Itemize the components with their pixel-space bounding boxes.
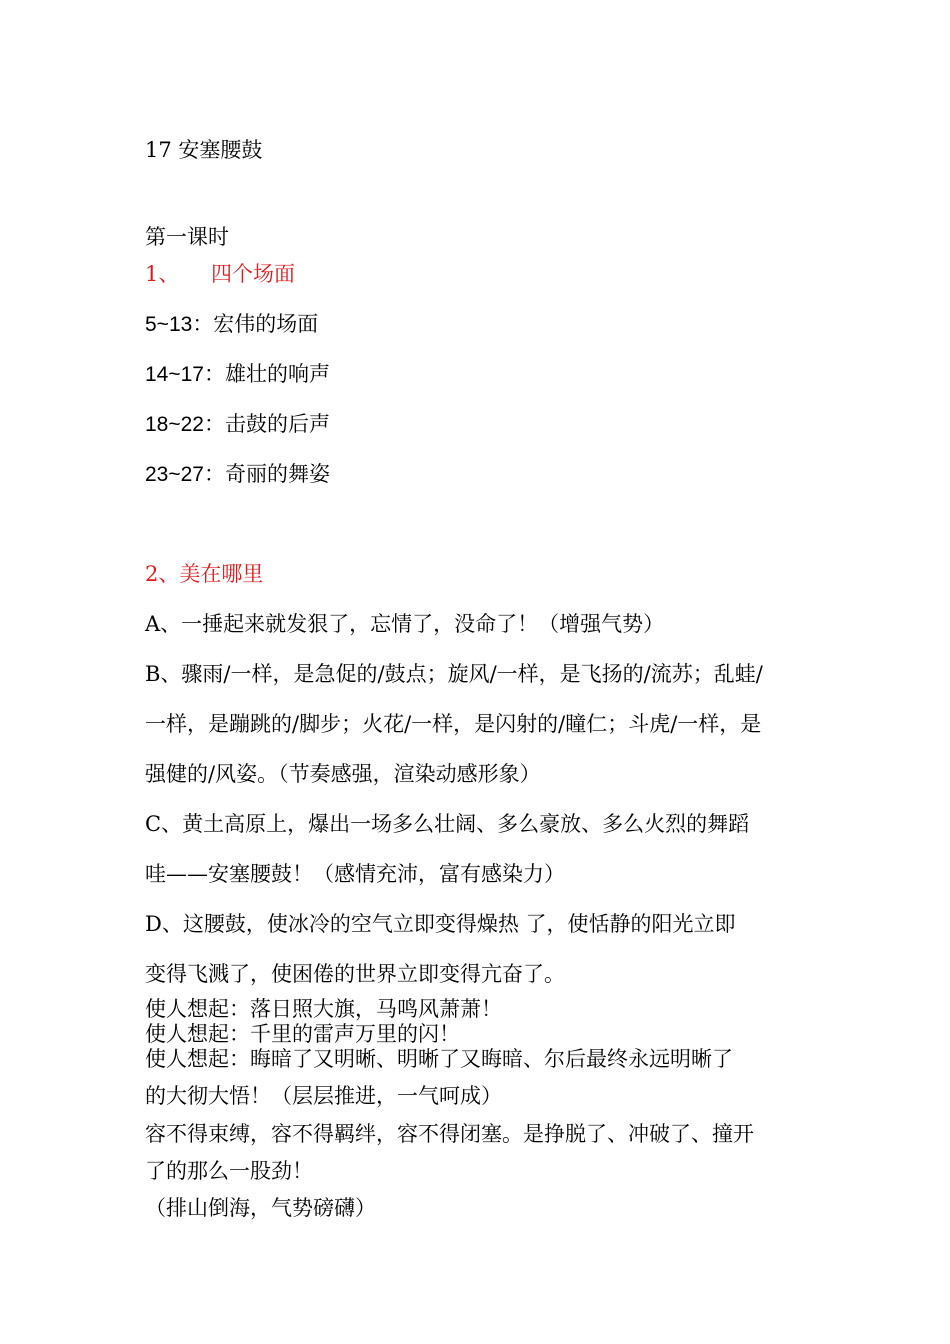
- document-title: 17 安塞腰鼓: [145, 138, 263, 162]
- text-line: 使人想起：晦暗了又明晰、明晰了又晦暗、尔后最终永远明晰了: [145, 1047, 733, 1071]
- section1-number: 1、: [145, 262, 180, 286]
- scene-item: [145, 311, 318, 338]
- text-line: D、这腰鼓，使冰冷的空气立即变得燥热 了，使恬静的阳光立即: [145, 912, 736, 936]
- section1-heading: [145, 261, 295, 287]
- text-line: 变得飞溅了，使困倦的世界立即变得亢奋了。: [145, 962, 565, 986]
- text-line: 的大彻大悟！（层层推进，一气呵成）: [145, 1084, 502, 1108]
- scene-range: 23~27: [145, 463, 204, 486]
- scene-range: 18~22: [145, 413, 204, 436]
- scene-item: [145, 461, 330, 488]
- section1-title: 四个场面: [211, 262, 295, 286]
- lesson-label: 第一课时: [145, 225, 229, 249]
- text-line: 使人想起：千里的雷声万里的闪！: [145, 1022, 460, 1046]
- scene-text: ：雄壮的响声: [203, 362, 330, 386]
- text-line: 强健的/风姿。（节奏感强，渲染动感形象）: [145, 762, 541, 786]
- scene-range: 5~13: [145, 313, 193, 336]
- text-line: 使人想起：落日照大旗，马鸣风萧萧！: [145, 997, 502, 1021]
- scene-range: 14~17: [145, 363, 204, 386]
- text-line: 一样，是蹦跳的/脚步；火花/一样，是闪射的/瞳仁；斗虎/一样，是: [145, 712, 762, 736]
- scene-text: ：击鼓的后声: [203, 412, 330, 436]
- scene-text: ：奇丽的舞姿: [203, 462, 330, 486]
- scene-text: ：宏伟的场面: [192, 312, 319, 336]
- text-line: B、骤雨/一样，是急促的/鼓点；旋风/一样，是飞扬的/流苏；乱蛙/: [145, 662, 763, 686]
- text-line: 哇——安塞腰鼓！（感情充沛，富有感染力）: [145, 862, 565, 886]
- text-line: 容不得束缚，容不得羁绊，容不得闭塞。是挣脱了、冲破了、撞开: [145, 1122, 754, 1146]
- text-line: 了的那么一股劲！: [145, 1159, 313, 1183]
- section2-heading: 2、美在哪里: [145, 562, 264, 586]
- scene-item: [145, 411, 330, 438]
- scene-item: [145, 361, 330, 388]
- text-line: C、黄土高原上，爆出一场多么壮阔、多么豪放、多么火烈的舞蹈: [145, 812, 750, 836]
- text-line: A、一捶起来就发狠了，忘情了，没命了！（增强气势）: [145, 612, 665, 636]
- text-line: （排山倒海，气势磅礴）: [145, 1196, 376, 1220]
